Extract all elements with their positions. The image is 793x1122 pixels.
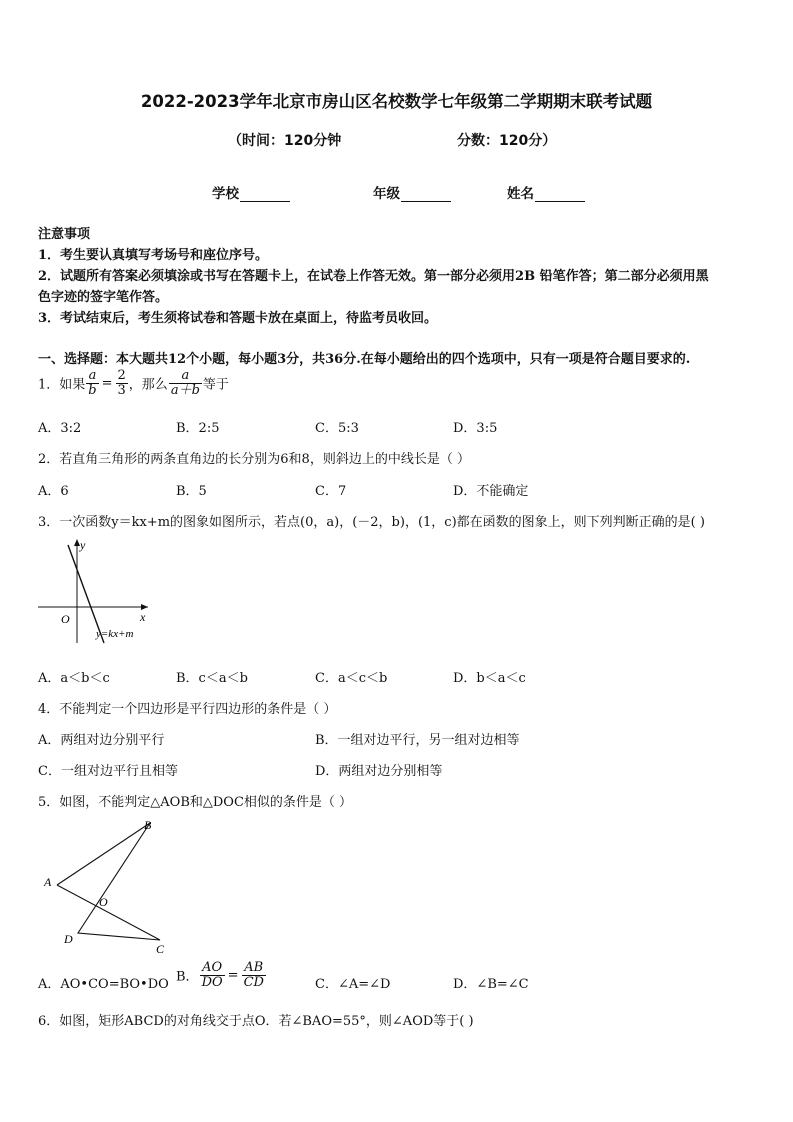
option-a[interactable]: A．两组对边分别平行 <box>38 733 165 748</box>
option-b-fraction-1 <box>200 961 225 989</box>
q1-frac2-num: 2 <box>117 368 126 383</box>
q1-equals: = <box>101 375 113 391</box>
q1-prefix: 1．如果 <box>38 377 86 393</box>
option-b[interactable]: B．2:5 <box>176 421 220 436</box>
triangles-figure <box>40 815 175 955</box>
option-c[interactable]: C．∠A=∠D <box>315 977 391 992</box>
option-b-den2: CD <box>243 974 264 990</box>
name-blank[interactable] <box>535 187 585 202</box>
linear-function-graph <box>30 535 160 650</box>
school-label: 学校 <box>212 186 239 202</box>
q1-mid: ，那么 <box>128 377 168 393</box>
exam-time: （时间：120分钟 <box>228 133 342 149</box>
option-b-num1: AO <box>200 961 225 976</box>
q1-frac3-num: a <box>169 369 202 384</box>
notice-heading: 注意事项 <box>38 227 91 242</box>
grade-blank[interactable] <box>401 187 451 202</box>
triangle-lines <box>57 823 160 940</box>
x-axis-label: x <box>140 610 146 624</box>
option-a[interactable]: A．6 <box>38 484 69 499</box>
point-o-label: O <box>99 895 108 909</box>
q1-fraction-1 <box>86 369 98 397</box>
name-field <box>507 182 585 202</box>
origin-label: O <box>61 612 70 626</box>
option-b[interactable] <box>176 961 267 989</box>
option-b-num2: AB <box>242 961 266 976</box>
option-b[interactable]: B．5 <box>176 484 207 499</box>
notice-item: 2．试题所有答案必须填涂或书写在答题卡上，在试卷上作答无效。第一部分必须用2B 铅笔作答；第二部分必须用黑 <box>38 269 709 284</box>
point-a-label: A <box>44 875 52 889</box>
option-a[interactable]: A．3:2 <box>38 421 82 436</box>
school-field <box>212 182 290 202</box>
option-c[interactable]: C．7 <box>315 484 347 499</box>
q1-frac3-den: a＋b <box>170 382 200 398</box>
question-2-stem: 2．若直角三角形的两条直角边的长分别为6和8，则斜边上的中线长是（ ） <box>38 452 470 467</box>
point-c-label: C <box>156 942 165 955</box>
grade-label: 年级 <box>373 186 400 202</box>
question-6-stem: 6．如图，矩形ABCD的对角线交于点O．若∠BAO=55°，则∠AOD等于( ) <box>38 1014 474 1029</box>
option-b-fraction-2 <box>242 961 266 989</box>
option-b[interactable]: B．一组对边平行，另一组对边相等 <box>315 733 520 748</box>
option-b-den1: DO <box>201 974 223 990</box>
q1-frac2-den: 3 <box>117 382 126 398</box>
section-heading: 一、选择题：本大题共12个小题，每小题3分，共36分.在每小题给出的四个选项中，只有一项是符合题目要求的. <box>38 352 691 367</box>
option-b[interactable]: B．c＜a＜b <box>176 671 248 686</box>
q1-frac1-den: b <box>88 382 97 398</box>
option-c[interactable]: C．a＜c＜b <box>315 671 388 686</box>
notice-item: 色字迹的签字笔作答。 <box>38 290 169 305</box>
option-d[interactable]: D．b＜a＜c <box>453 671 526 686</box>
q1-frac1-num: a <box>86 369 98 384</box>
option-a[interactable]: A．AO•CO=BO•DO <box>38 977 169 992</box>
page-title: 2022-2023学年北京市房山区名校数学七年级第二学期期末联考试题 <box>140 92 653 111</box>
grade-field <box>373 182 451 202</box>
name-label: 姓名 <box>507 186 534 202</box>
q1-fraction-3 <box>169 369 202 397</box>
exam-score: 分数：120分） <box>457 133 557 149</box>
option-c[interactable]: C．一组对边平行且相等 <box>38 764 178 779</box>
option-d[interactable]: D．∠B=∠C <box>453 977 529 992</box>
option-d[interactable]: D．不能确定 <box>453 484 529 499</box>
y-axis-label: y <box>80 538 86 552</box>
option-d[interactable]: D．3:5 <box>453 421 498 436</box>
option-b-prefix: B． <box>176 969 199 985</box>
question-3-stem: 3．一次函数y＝kx+m的图象如图所示，若点(0，a)，(－2，b)，(1，c)都在函数的图象上，则下列判断正确的是( ) <box>38 515 705 530</box>
q1-fraction-2 <box>116 369 128 397</box>
question-4-stem: 4．不能判定一个四边形是平行四边形的条件是（ ） <box>38 702 337 717</box>
point-b-label: B <box>144 818 152 832</box>
option-c[interactable]: C．5:3 <box>315 421 359 436</box>
question-1-stem <box>38 369 229 397</box>
point-d-label: D <box>64 932 73 946</box>
option-b-equals: = <box>227 967 239 983</box>
option-d[interactable]: D．两组对边分别相等 <box>315 764 443 779</box>
notice-item: 1．考生要认真填写考场号和座位序号。 <box>38 248 269 263</box>
q1-suffix: 等于 <box>202 377 229 393</box>
question-5-stem: 5．如图，不能判定△AOB和△DOC相似的条件是（ ） <box>38 795 353 810</box>
notice-item: 3．考试结束后，考生须将试卷和答题卡放在桌面上，待监考员收回。 <box>38 311 438 326</box>
line-label: y=kx+m <box>96 628 134 640</box>
option-a[interactable]: A．a＜b＜c <box>38 671 110 686</box>
school-blank[interactable] <box>240 187 290 202</box>
